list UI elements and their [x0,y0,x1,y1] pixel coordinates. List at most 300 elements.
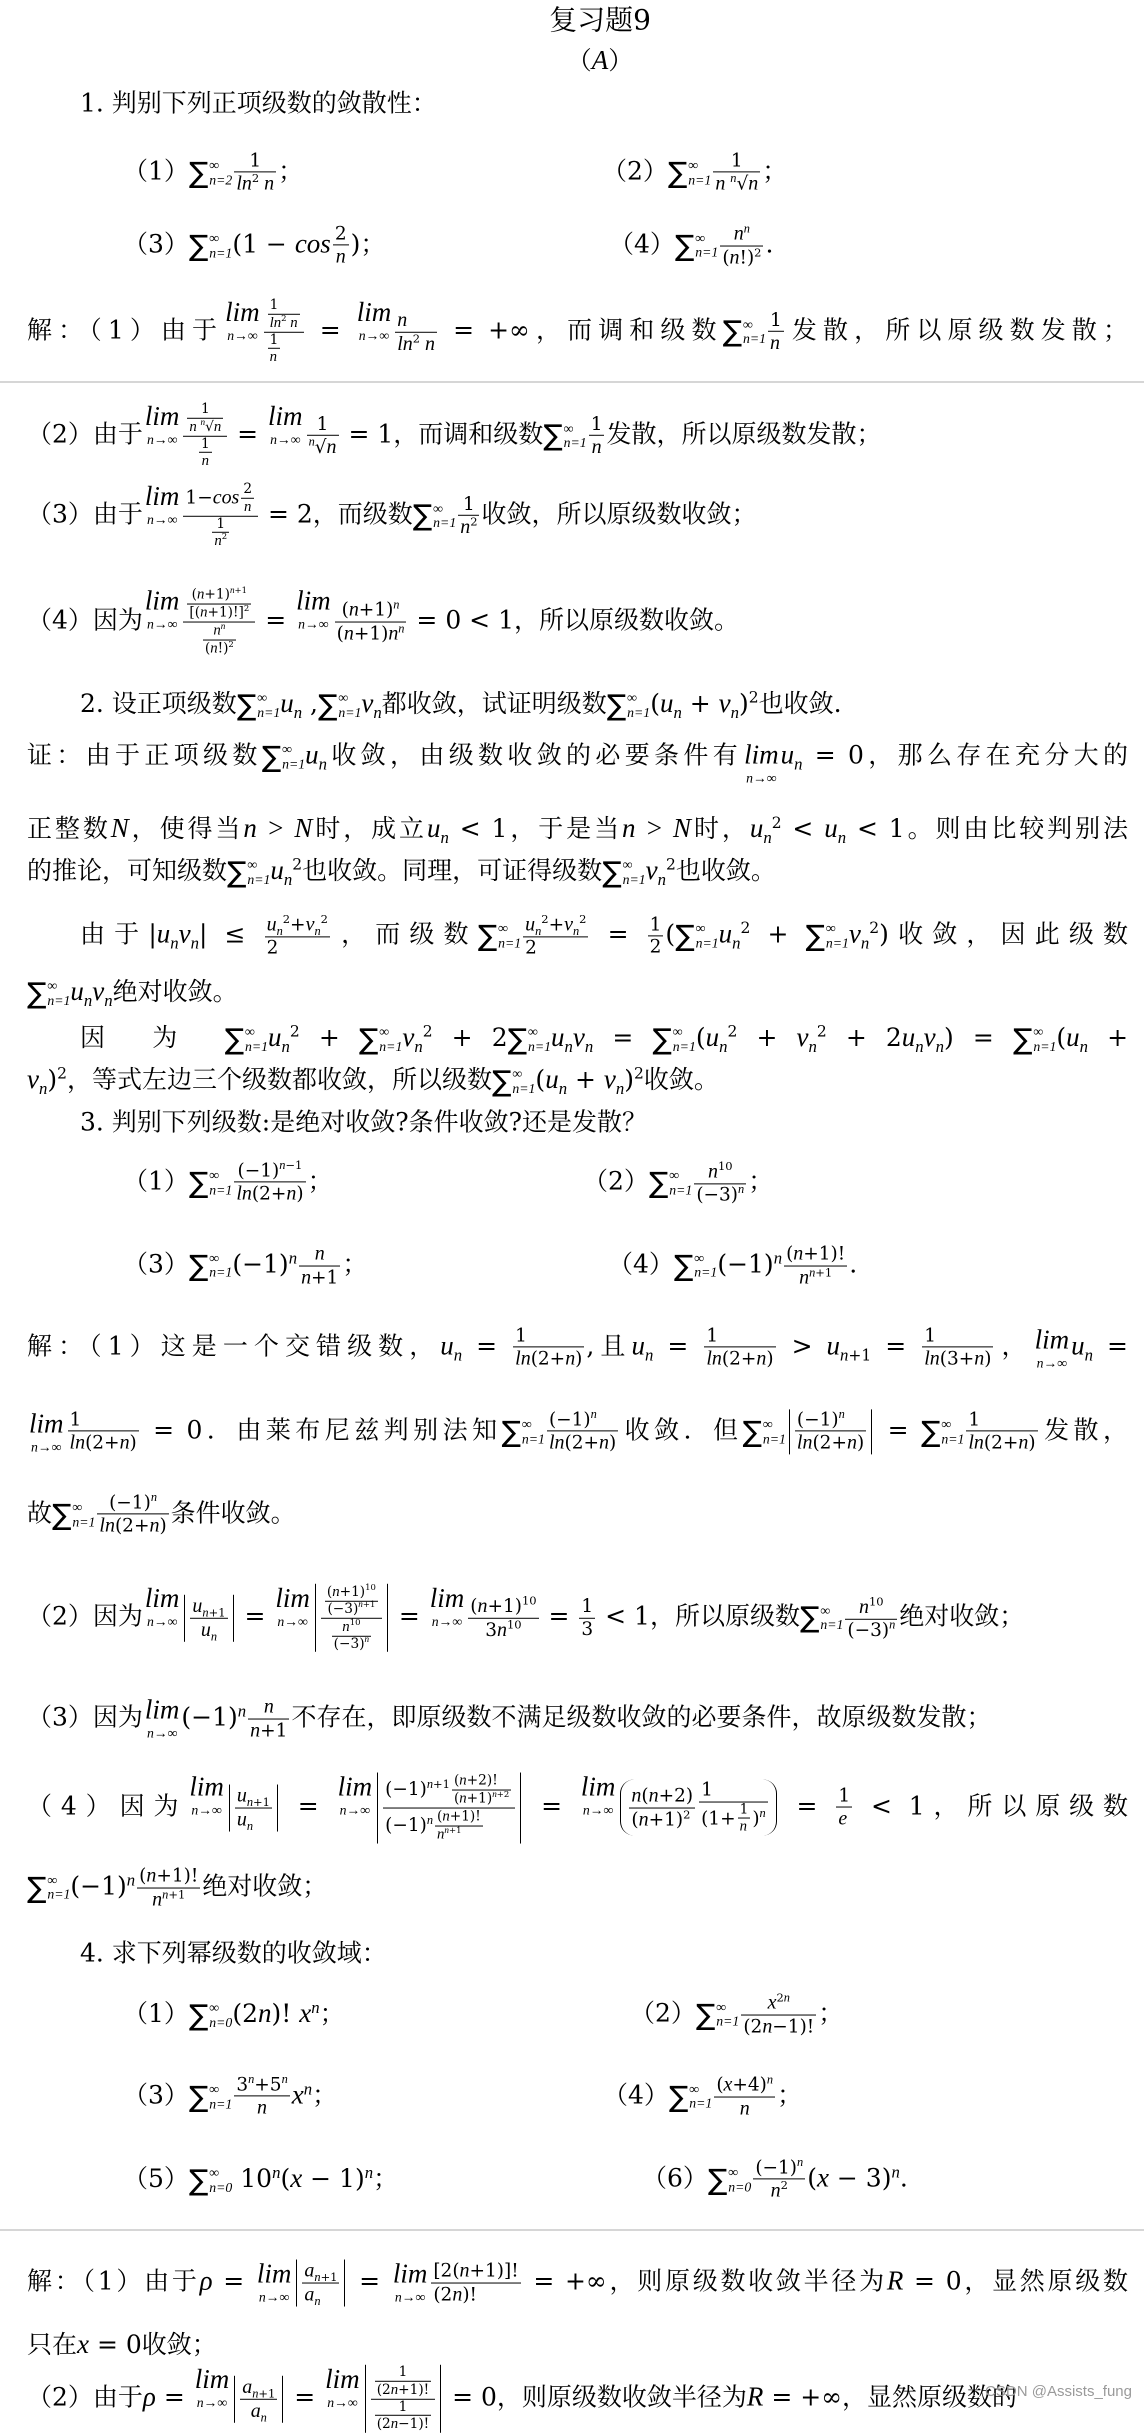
text: 绝对收敛； [899,1602,1024,1631]
math-variable: n [349,599,359,621]
summation-bounds [209,2001,232,2030]
subscript [191,934,199,952]
exercise-item [630,1992,843,2039]
text: < 1，于是当 [449,814,622,843]
upper-bound: ∞ [689,2083,712,2097]
summation [189,2165,232,2197]
subscript [808,1038,816,1056]
upper-bound: ∞ [247,858,270,872]
math-variable: n [191,933,199,952]
sigma-symbol: ∑ [674,1250,693,1282]
superscript [817,1023,827,1041]
text: +1 [321,2270,338,2284]
upper-bound: ∞ [728,2166,751,2180]
limit [145,1696,180,1741]
math-variable: n [838,828,846,847]
summation-bounds [826,922,849,951]
text: (2+ [984,1433,1019,1454]
math-variable: n [279,1158,285,1172]
text: = [593,1023,652,1052]
numerator [187,587,251,605]
math-variable: v [849,918,861,948]
sigma-symbol: ∑ [669,2081,688,2113]
numerator [375,2365,431,2382]
fraction [395,309,437,356]
text: + 2 [827,1023,902,1052]
math-variable: n [708,1160,718,1182]
text: ( [696,1023,706,1052]
lower-bound: n=1 [627,705,650,719]
text: + [750,919,805,948]
text: （5） [123,2164,189,2193]
math-variable: u [750,813,764,843]
limit-label: lim [430,1584,465,1614]
math-variable: n [794,755,802,774]
limit-label: lim [145,482,180,512]
math-variable: cos [295,228,331,258]
math-variable: n [442,1809,449,1825]
math-variable: n [414,1037,422,1056]
text: (2+ [115,1516,150,1537]
sigma-symbol: ∑ [189,1167,208,1199]
sigma-symbol: ∑ [602,857,621,889]
numerator [335,599,407,623]
summation [607,690,650,722]
limit-label: lim [145,1584,180,1614]
limit [145,482,180,527]
text: 10 [718,1159,733,1173]
math-variable: n [756,1348,766,1370]
math-variable: n [808,1037,816,1056]
math-variable: u [1066,1022,1080,1052]
subscript [414,1038,422,1056]
fraction [307,413,339,458]
math-variable: n [365,1634,370,1644]
math-variable: x [724,2074,733,2096]
sigma-symbol: ∑ [27,1872,46,1904]
math-variable: n [104,991,112,1010]
numerator [97,1492,168,1514]
text-line [0,2140,1144,2220]
math-variable: n [373,703,381,722]
exercise-item [123,1160,333,1205]
superscript [869,1594,884,1608]
text: 发散，所以原级数发散； [606,420,881,449]
limit-label: lim [145,587,180,617]
text: ) [47,1065,57,1094]
fraction [190,1595,227,1642]
fraction [738,1802,751,1836]
math-variable: n [248,2072,254,2086]
fraction [234,150,276,195]
numerator [523,913,588,937]
math-variable: n [731,703,739,722]
text: 4. 求下列幂级数的收敛域： [80,1938,387,1967]
text: ） [608,46,633,75]
text: +1 [848,1346,871,1364]
upper-bound: ∞ [209,1169,232,1183]
text: （ [567,46,592,75]
exercise-item [123,150,303,195]
text: 1 [581,1596,593,1617]
math-variable: n [127,1870,135,1889]
upper-bound: ∞ [209,2001,232,2015]
text: = [229,420,266,449]
subscript [840,1346,871,1364]
math-variable: n [230,585,235,595]
numerator [579,1596,595,1618]
math-variable: n [732,933,740,952]
text: (−1) [109,1492,151,1513]
summation-bounds [1033,1025,1056,1054]
text: （3）由于 [27,500,143,529]
numerator [371,2365,435,2400]
math-variable: a [251,2400,261,2422]
superscript [492,1789,509,1799]
summation [668,157,711,189]
summation-bounds [379,1025,402,1054]
summation-bounds [694,1252,717,1281]
text: −1 [285,1158,302,1172]
lower-bound: n=1 [695,246,718,260]
fraction [335,599,407,646]
limit-condition: n→∞ [277,1613,307,1628]
fraction [845,1595,897,1640]
text: (1 − [232,229,295,258]
text-line [0,1143,1144,1223]
parenthesized-expression [620,1780,776,1836]
superscript [162,1887,185,1901]
text: 10 [232,2164,272,2193]
limit-label: lim [189,1773,224,1803]
text: +1) [354,624,389,645]
limit [145,1584,180,1629]
subscript [915,1038,923,1056]
limit [325,2365,360,2410]
denominator [704,1348,775,1371]
superscript [365,1634,370,1644]
absolute-value [229,1785,278,1832]
text: )! [271,1999,299,2028]
summation [675,230,718,262]
limit [338,1773,373,1818]
text: + [682,689,719,718]
fraction [579,1596,595,1640]
numerator [699,1780,768,1802]
superscript [279,1158,302,1172]
superscript [292,856,302,874]
math-variable: n [391,2382,398,2398]
math-variable: v [402,1022,414,1052]
denominator [720,247,763,270]
text: （4）因为 [27,606,143,635]
superscript [358,1599,375,1609]
text: （4）因为 [27,1792,187,1821]
text: (2+ [531,1349,566,1370]
upper-bound: ∞ [627,691,650,705]
summation-bounds [743,318,766,347]
sigma-symbol: ∑ [478,920,497,952]
summation [649,1167,692,1199]
limit [430,1584,465,1629]
text: = [156,2383,193,2412]
text-line [27,1865,327,1912]
superscript [809,1265,832,1279]
summation [359,1024,402,1056]
lower-bound: n=1 [282,757,305,771]
text-line [80,689,842,721]
limit-condition: n→∞ [359,327,389,342]
math-variable: n [146,1865,156,1887]
numerator [768,309,784,331]
upper-bound: ∞ [245,1025,268,1039]
text: = [780,1792,835,1821]
text: < [782,814,825,843]
text: + [549,914,565,935]
sigma-symbol: ∑ [696,1999,715,2031]
text: 2 [754,245,761,259]
text: 条件收敛。 [171,1498,296,1527]
math-variable: n [592,436,602,458]
math-variable: v [27,1064,39,1094]
superscript [470,515,477,529]
denominator [513,1348,584,1371]
text-line [27,1325,1128,1370]
limit-condition: n→∞ [327,2394,357,2409]
fraction [720,223,763,270]
math-variable: n [591,1407,597,1421]
math-variable: n [1085,1345,1093,1364]
text: 2 [423,1023,433,1041]
math-variable: v [924,1022,936,1052]
fraction [302,2260,339,2307]
summation [189,230,232,262]
text-line [0,6,1144,37]
math-variable: n [393,597,399,611]
math-variable: n [391,2416,398,2432]
math-variable: n [891,2162,899,2181]
lower-bound: n=1 [694,1266,717,1280]
lower-bound: n=1 [564,436,587,450]
math-variable: cos [213,487,240,509]
upper-bound: ∞ [1033,1025,1056,1039]
text: (−1) [755,2157,797,2178]
numerator [187,402,223,419]
text: （3） [123,2080,189,2109]
text-line [80,1023,1128,1055]
text: = [875,1415,921,1444]
text: ) [624,1065,634,1094]
denominator [435,1826,483,1843]
text: （3） [123,1250,189,1279]
text: ) [575,1349,582,1370]
text: ( [807,2163,817,2192]
denominator [203,640,236,657]
denominator [234,2097,289,2120]
text: 2 [321,912,328,926]
superscript [230,585,247,595]
denominator [713,173,760,196]
denominator [268,315,300,332]
denominator [321,1619,382,1653]
numerator [431,2260,520,2284]
text-line [0,2057,1144,2137]
math-variable: n [744,221,750,235]
upper-bound: ∞ [209,159,232,173]
text: ( [454,1791,459,1807]
text: ( [535,1065,545,1094]
text: √ [315,437,327,458]
numerator [629,1785,695,1809]
limit-label: lim [296,587,331,617]
text: ； [373,2164,398,2193]
math-variable: N [111,813,129,843]
text: (2 [232,1999,258,2028]
text: 10 [507,1617,522,1631]
text-line [0,1226,1144,1306]
text: 10 [522,1593,537,1607]
denominator [241,499,254,516]
fraction [741,1992,816,2039]
math-variable: u [237,1785,247,1807]
math-variable: n [120,1432,130,1454]
sigma-symbol: ∑ [675,230,694,262]
text: 1 [399,2364,408,2380]
text: = [391,1602,428,1631]
sigma-symbol: ∑ [413,500,432,532]
math-variable: n [201,417,206,427]
sigma-symbol: ∑ [668,157,687,189]
fraction [922,1325,993,1370]
math-variable: a [242,2376,252,2398]
numerator [241,482,254,499]
summation-bounds [47,1874,70,1903]
text: (1+ [701,1808,736,1829]
text: 1 [70,1409,82,1430]
denominator [523,937,588,958]
text: (2+ [85,1433,120,1454]
fraction [648,914,664,958]
superscript [591,1407,597,1421]
limit-label: lim [581,1773,616,1803]
absolute-value [315,1584,388,1652]
summation-bounds [498,922,521,951]
math-variable: n [327,436,337,458]
math-variable: n [277,924,283,938]
superscript [727,1023,737,1041]
sigma-symbol: ∑ [675,920,694,952]
sigma-symbol: ∑ [189,2000,208,2032]
lower-bound: n=1 [47,993,70,1007]
text: +1 [235,585,247,595]
math-variable: n [398,621,404,635]
math-variable: n [247,1819,253,1833]
fraction [547,1409,618,1454]
denominator [629,1809,695,1832]
summation-bounds [209,159,232,188]
text: （6） [642,2163,708,2192]
limit [29,1409,64,1454]
denominator [922,1348,993,1371]
upper-bound: ∞ [528,1025,551,1039]
fraction [248,1696,289,1743]
text: 发散，所以原级数发散； [786,316,1128,345]
fraction [513,1325,584,1370]
math-variable: v [797,1022,809,1052]
math-variable: n [257,2097,267,2119]
numerator [589,413,605,435]
limit-label: lim [357,298,392,328]
text: ) [739,689,749,718]
text: )收敛，因此级数 [879,919,1128,948]
lower-bound: n=1 [669,1183,692,1197]
text: 1 [740,1801,749,1817]
text: +1) [487,1596,522,1617]
text: ； [762,156,787,185]
text-line [27,856,776,888]
fraction [431,2260,520,2307]
math-variable: n [420,333,435,355]
limit-condition: n→∞ [147,431,177,446]
math-variable: ρ [143,2382,156,2412]
superscript [781,2178,788,2192]
limit-label: lim [145,1696,180,1726]
text: ) [1028,1433,1035,1454]
denominator [395,333,437,356]
text: （4） [608,1250,674,1279]
summation [52,1499,95,1531]
math-variable: n [719,1037,727,1056]
text: 2 [727,1023,737,1041]
text-line [80,913,1128,958]
fraction [234,2074,289,2119]
text: 因 为 [80,1023,225,1052]
summation-bounds [522,1418,545,1447]
limit-condition: n→∞ [340,1802,370,1817]
limit-condition: n→∞ [227,327,257,342]
text: (−3) [847,1619,889,1640]
text: = +∞，显然原级数的 [763,2383,1017,2412]
superscript [891,2163,899,2181]
text: ； [748,1166,773,1195]
math-variable: n [497,1619,507,1641]
math-variable: n [673,703,681,722]
summation [189,2000,232,2032]
limit-condition: n→∞ [1037,1355,1067,1370]
superscript [282,2072,288,2086]
superscript [666,856,676,874]
limit [268,402,303,447]
sigma-symbol: ∑ [52,1499,71,1531]
text: (2+ [722,1349,757,1370]
lower-bound: n=1 [673,1039,696,1053]
upper-bound: ∞ [433,502,456,516]
numerator [922,1325,993,1347]
absolute-value [365,2365,441,2433]
math-variable: ln [515,1348,531,1370]
math-variable: ln [236,1183,252,1205]
summation-bounds [564,422,587,451]
math-variable: ln [706,1348,722,1370]
text: （2）由于 [27,420,143,449]
text: 2 [283,912,290,926]
absolute-value [296,2260,345,2307]
math-variable: v [361,688,373,718]
math-variable: x [817,2162,829,2192]
superscript [365,2164,373,2182]
summation-bounds [257,691,280,720]
text-line [27,1584,1024,1652]
